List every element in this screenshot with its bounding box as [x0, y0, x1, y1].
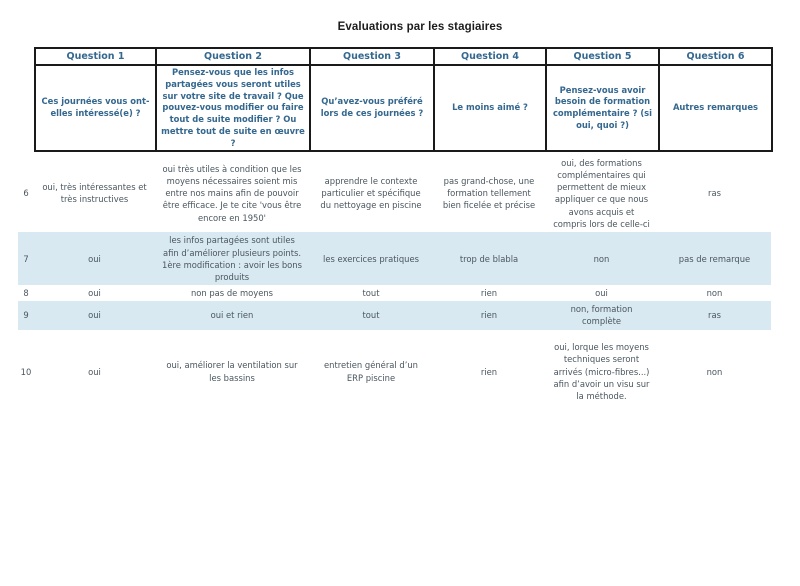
page-title: Evaluations par les stagiaires: [337, 21, 503, 33]
answer-cell: rien: [480, 288, 498, 299]
answer-cell: oui très utiles à condition que les moyens nécessaires soient mis entre nos mains afin de pouvoir être efficace. Je te cite 'vous être encore en 1950': [162, 163, 302, 223]
question-1-text: Ces journées vous ont-elles intéressé(e) ?: [35, 65, 156, 151]
answer-cell: non, formation complète: [570, 304, 633, 327]
question-5-text: Pensez-vous avoir besoin de formation complémentaire ? (si oui, quoi ?): [546, 65, 659, 151]
row-number: 6: [23, 188, 29, 199]
answer-cell: tout: [362, 288, 380, 299]
answer-cell: oui, des formations complémentaires qui permettent de mieux appliquer ce que nous avons acquis et compris lors de celle-ci: [553, 157, 650, 229]
row-number: 9: [23, 310, 29, 321]
answer-cell: oui: [88, 366, 101, 377]
question-3-label: Question 3: [310, 48, 434, 65]
answer-cell: rien: [480, 366, 498, 377]
table-row: [18, 301, 771, 329]
answer-cell: tout: [362, 310, 380, 321]
answer-cell: non: [706, 288, 723, 299]
answer-cell: les exercices pratiques: [323, 253, 419, 264]
answer-cell: trop de blabla: [459, 253, 519, 264]
answer-cell: rien: [480, 310, 498, 321]
row-number: 10: [20, 366, 32, 377]
answer-cell: oui, très intéressantes et très instructives: [42, 182, 147, 205]
question-6-label: Question 6: [659, 48, 772, 65]
answer-cell: ras: [708, 310, 721, 321]
question-5-label: Question 5: [546, 48, 659, 65]
question-3-text: Qu’avez-vous préféré lors de ces journées ?: [310, 65, 434, 151]
answer-cell: non: [593, 253, 610, 264]
question-6-text: Autres remarques: [659, 65, 772, 151]
answer-cell: oui: [88, 288, 101, 299]
document-page: [0, 21, 800, 414]
question-labels-row: [35, 48, 772, 65]
table-row: [18, 285, 771, 301]
answer-cell: oui, améliorer la ventilation sur les bassins: [166, 360, 298, 383]
question-texts-row: [35, 65, 772, 151]
table-row: [18, 330, 771, 414]
answer-cell: oui: [88, 253, 101, 264]
row-number: 7: [23, 253, 29, 264]
answer-cell: oui, lorque les moyens techniques seront arrivés (micro-fibres...) afin d’avoir un visu sur la méthode.: [553, 342, 650, 401]
answer-cell: les infos partagées sont utiles afin d’améliorer plusieurs points. 1ère modification : avoir les bons produits: [162, 235, 302, 282]
answer-cell: non pas de moyens: [190, 288, 274, 299]
row-number: 8: [23, 288, 29, 299]
question-2-text: Pensez-vous que les infos partagées vous seront utiles sur votre site de travail ? Que pouvez-vous modifier ou faire tout de suite modifier ? Ou mettre tout de suite en œuvre ?: [156, 65, 310, 151]
answer-cell: entretien général d’un ERP piscine: [324, 360, 418, 383]
question-1-label: Question 1: [35, 48, 156, 65]
table-row: [18, 154, 771, 232]
question-2-label: Question 2: [156, 48, 310, 65]
answer-cell: non: [706, 366, 723, 377]
question-4-label: Question 4: [434, 48, 546, 65]
answer-cell: ras: [708, 188, 721, 199]
questions-header-table: [34, 47, 773, 152]
question-4-text: Le moins aimé ?: [434, 65, 546, 151]
answer-cell: apprendre le contexte particulier et spécifique du nettoyage en piscine: [320, 176, 422, 211]
answer-cell: oui et rien: [210, 310, 254, 321]
table-row: [18, 232, 771, 285]
answer-cell: oui: [595, 288, 608, 299]
answers-section: [18, 154, 771, 413]
answer-cell: pas de remarque: [678, 253, 751, 264]
answer-cell: oui: [88, 310, 101, 321]
answer-cell: pas grand-chose, une formation tellement bien ficelée et précise: [442, 176, 536, 211]
